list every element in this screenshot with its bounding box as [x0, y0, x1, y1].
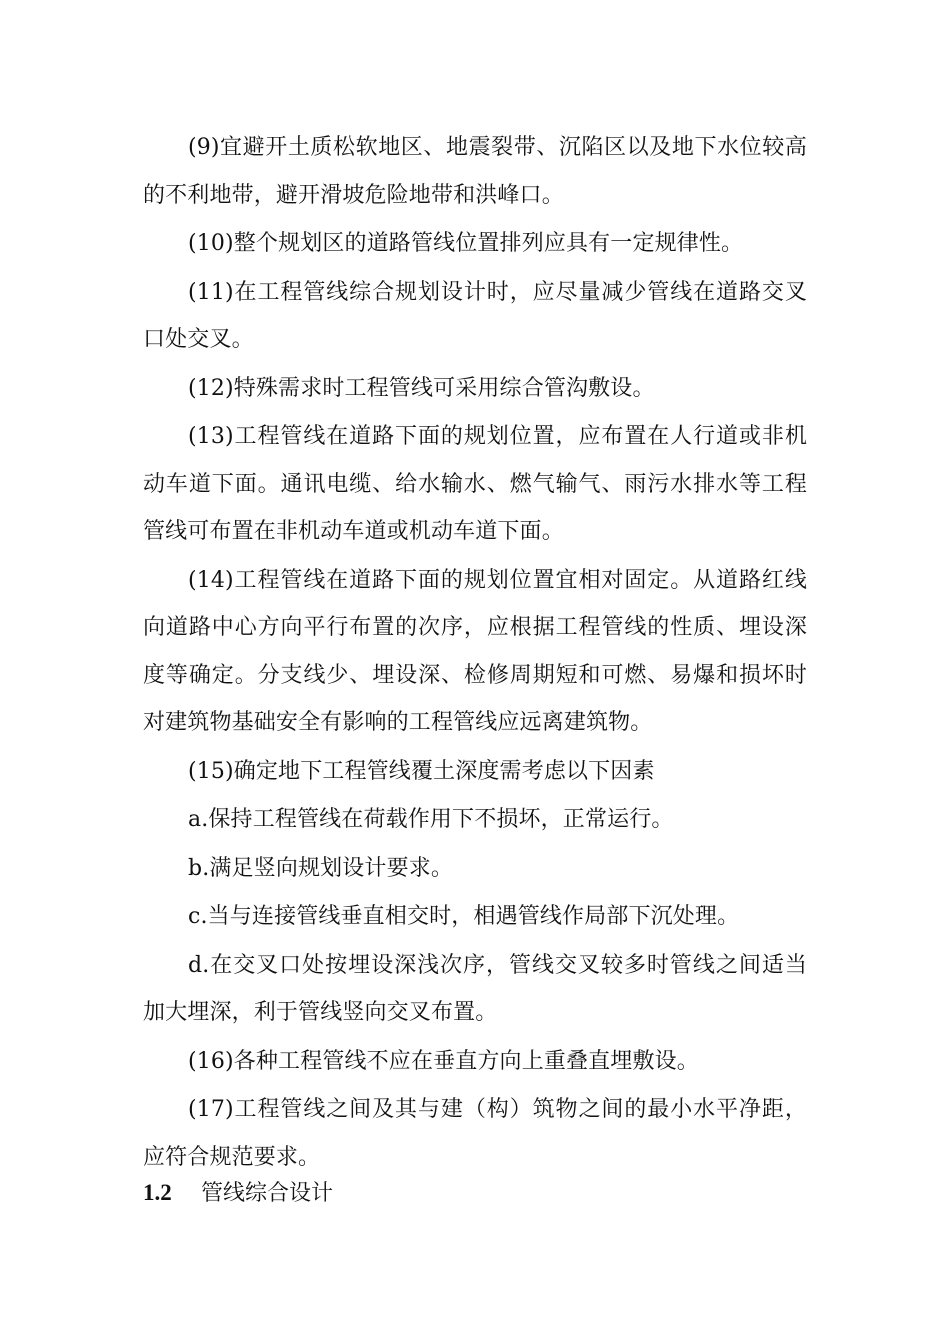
paragraph-item-11: (11)在工程管线综合规划设计时，应尽量减少管线在道路交叉口处交叉。 [143, 279, 807, 352]
paragraph-item-15: (15)确定地下工程管线覆土深度需考虑以下因素 [188, 758, 655, 784]
paragraph-item-13: (13)工程管线在道路下面的规划位置，应布置在人行道或非机动车道下面。通讯电缆、给水输水、燃气输气、雨污水排水等工程管线可布置在非机动车道或机动车道下面。 [143, 424, 807, 544]
paragraph-item-12: (12)特殊需求时工程管线可采用综合管沟敷设。 [188, 375, 655, 401]
paragraph-subitem-a: a.保持工程管线在荷载作用下不损坏，正常运行。 [188, 807, 674, 832]
body-text [143, 124, 807, 1182]
section-heading [143, 1169, 333, 1218]
paragraph-item-16: (16)各种工程管线不应在垂直方向上重叠直埋敷设。 [188, 1048, 699, 1074]
paragraph-item-9: (9)宜避开土质松软地区、地震裂带、沉陷区以及地下水位较高的不利地带，避开滑坡危险地带和洪峰口。 [143, 135, 807, 208]
paragraph-item-14: (14)工程管线在道路下面的规划位置宜相对固定。从道路红线向道路中心方向平行布置的次序，应根据工程管线的性质、埋设深度等确定。分支线少、埋设深、检修周期短和可燃、易爆和损坏时对建筑物基础安全有影响的工程管线应远离建筑物。 [143, 567, 807, 735]
section-number: 1.2 [143, 1180, 172, 1205]
paragraph-item-10: (10)整个规划区的道路管线位置排列应具有一定规律性。 [188, 231, 744, 256]
paragraph-subitem-c: c.当与连接管线垂直相交时，相遇管线作局部下沉处理。 [188, 904, 740, 929]
paragraph-subitem-b: b.满足竖向规划设计要求。 [188, 855, 454, 881]
section-title: 管线综合设计 [201, 1181, 334, 1206]
paragraph-item-17: (17)工程管线之间及其与建（构）筑物之间的最小水平净距，应符合规范要求。 [143, 1097, 807, 1170]
paragraph-subitem-d: d.在交叉口处按埋设深浅次序，管线交叉较多时管线之间适当加大埋深，利于管线竖向交叉布置。 [143, 952, 807, 1025]
